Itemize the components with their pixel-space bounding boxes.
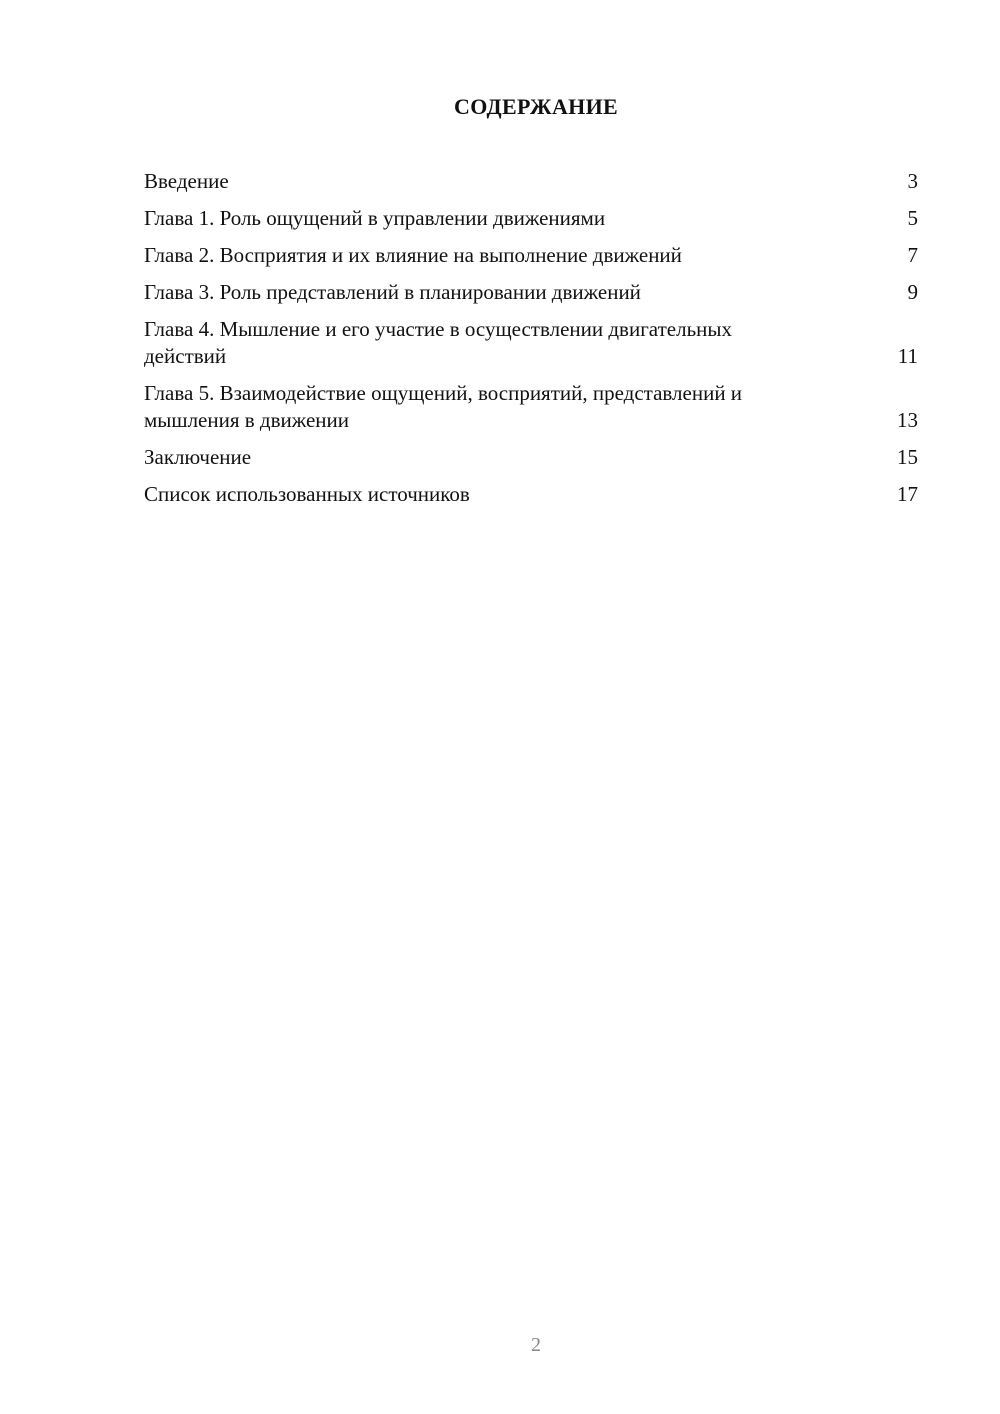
toc-entry-text: Глава 5. Взаимодействие ощущений, восприятий, представлений и мышления в движении: [144, 381, 743, 432]
toc-row-references: [144, 481, 918, 508]
toc-entry-text: Глава 1. Роль ощущений в управлении движениями: [144, 206, 606, 230]
toc-row-chapter-4: [144, 316, 918, 370]
toc-entry-text: Заключение: [144, 445, 252, 469]
toc-entry-text: Введение: [144, 169, 229, 193]
toc-entry-text: Глава 2. Восприятия и их влияние на выполнение движений: [144, 243, 682, 267]
toc-entry-page: 15: [897, 445, 918, 469]
page-title: СОДЕРЖАНИЕ: [454, 94, 618, 119]
toc-entry-page: 13: [897, 408, 918, 432]
toc-row-chapter-2: [144, 242, 918, 269]
toc-entry-text: Список использованных источников: [144, 482, 470, 506]
toc-row-chapter-5: [144, 380, 918, 434]
toc-entry-page: 7: [907, 243, 918, 267]
toc-entry-page: 9: [907, 280, 918, 304]
toc-entry-text: Глава 3. Роль представлений в планировании движений: [144, 280, 641, 304]
toc-entry-page: 17: [897, 482, 918, 506]
toc-entry-page: 11: [897, 344, 918, 368]
toc-row-introduction: [144, 168, 918, 195]
toc-entry-page: 5: [907, 206, 918, 230]
toc-entry-page: 3: [907, 169, 918, 193]
table-of-contents: [144, 168, 918, 508]
toc-row-conclusion: [144, 444, 918, 471]
toc-entry-text: Глава 4. Мышление и его участие в осуществлении двигательных действий: [144, 317, 732, 368]
page-number: 2: [531, 1334, 541, 1356]
toc-row-chapter-1: [144, 205, 918, 232]
toc-row-chapter-3: [144, 279, 918, 306]
